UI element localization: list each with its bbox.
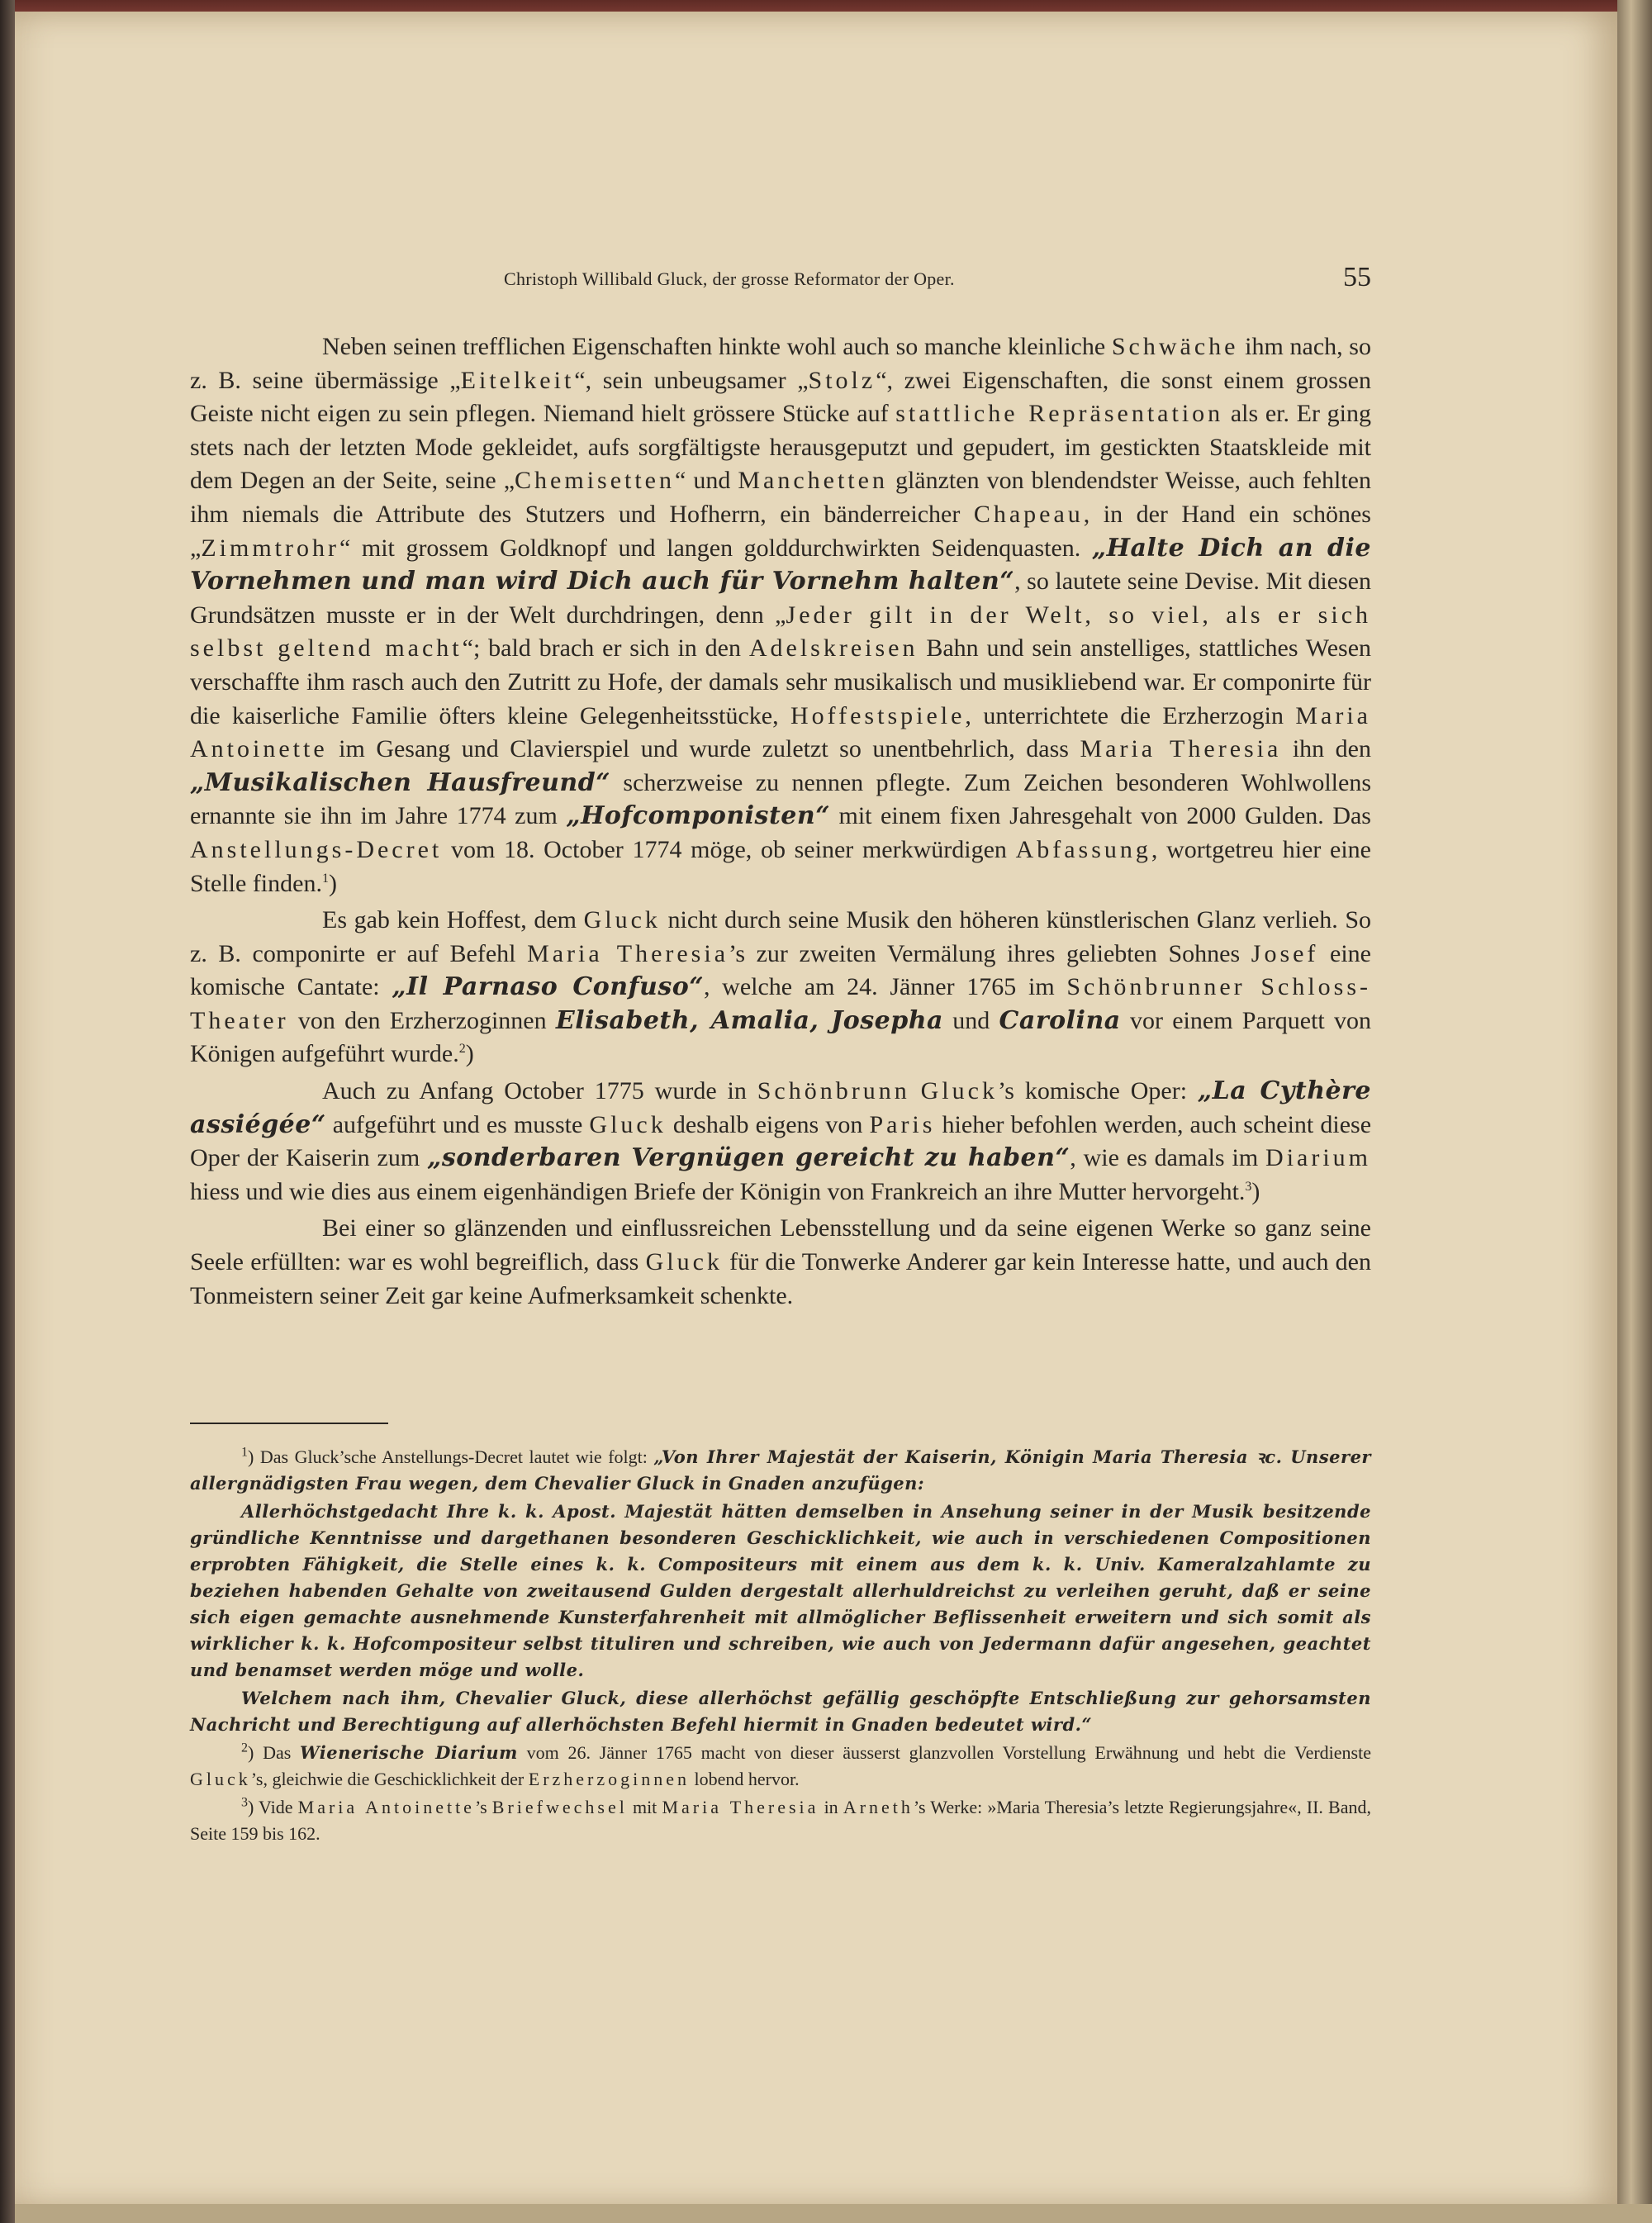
spaced-emphasis: Maria Theresia	[662, 1797, 819, 1817]
text-run: ) Vide	[248, 1797, 298, 1817]
page-number: 55	[1343, 262, 1371, 292]
fraktur-quote: „Musikalischen Hausfreund“	[190, 767, 610, 797]
text-run: Bei einer so glänzenden und einflussreichen Lebensstellung und da seine eigenen Werke so ganz seine Seele erfüllten: war es wohl begreiflich, dass	[190, 1214, 1371, 1276]
spaced-emphasis: Stolz	[808, 366, 876, 394]
text-run: lobend hervor.	[690, 1769, 800, 1789]
footnote-ref: 2	[458, 1042, 466, 1057]
spaced-emphasis: Josef	[1251, 939, 1319, 967]
text-run: ’s Werke: »Maria Theresia’s letzte Regierungsjahre«, II. Band, Seite 159 bis 162.	[190, 1797, 1371, 1844]
fraktur-quote: Welchem nach ihm, Chevalier Gluck, diese allerhöchst gefällig geschöpfte Entschließung zur gehorsamsten Nachricht und Berechtigung auf allerhöchsten Befehl hiermit in Gnaden bedeutet wird.“	[190, 1688, 1371, 1735]
footnote-1	[190, 1444, 1371, 1497]
text-run: “, sein unbeugsamer „	[574, 366, 809, 394]
footnote-3	[190, 1794, 1371, 1847]
fraktur-quote: „La Cythère assiégée“	[190, 1076, 1371, 1139]
spaced-emphasis: Chapeau	[973, 500, 1084, 528]
paragraph-2	[190, 904, 1371, 1071]
spaced-emphasis: Maria Antoinette	[297, 1797, 475, 1817]
spaced-emphasis: Abfassung	[1015, 835, 1151, 863]
spaced-emphasis: Gluck	[645, 1248, 723, 1276]
text-run: ihn den	[1281, 735, 1371, 763]
footnote-marker: 3	[241, 1795, 248, 1810]
text-run: “, zwei Eigenschaften, die sonst einem grossen Geiste nicht eigen zu sein pflegen. Niemand hielt grössere Stücke auf	[190, 366, 1371, 428]
text-run: glänzten von blendendster Weisse, auch fehlten ihm niemals die Attribute des Stutzers und Hofherrn, ein bänderreicher	[190, 467, 1371, 528]
text-run: vor einem Parquett von Königen aufgeführt wurde.	[190, 1006, 1372, 1068]
text-run: nicht durch seine Musik den höheren künstlerischen Glanz verlieh. So z. B. componirte er auf Befehl	[190, 906, 1372, 967]
text-run: “; bald brach er sich in den	[462, 634, 749, 663]
text-run: scherzweise zu nennen pflegte. Zum Zeichen besonderen Wohlwollens ernannte sie ihn im Jahre 1774 zum	[190, 768, 1371, 830]
paragraph-1	[190, 330, 1371, 900]
book-binding-edge	[0, 0, 15, 2223]
spaced-emphasis: Manchetten	[738, 467, 888, 495]
spaced-emphasis: Maria Theresia	[527, 939, 729, 967]
running-head: Christoph Willibald Gluck, der grosse Reformator der Oper.	[504, 268, 955, 289]
text-run: “ und	[675, 467, 738, 495]
spaced-emphasis: Maria Theresia	[1080, 735, 1282, 763]
spaced-emphasis: Paris	[869, 1110, 936, 1138]
text-run: deshalb eigens von	[666, 1110, 870, 1138]
text-run: Auch zu Anfang October 1775 wurde in	[322, 1077, 757, 1105]
spaced-emphasis: Eitelkeit	[460, 366, 575, 394]
text-run: aufgeführt und es musste	[325, 1110, 590, 1138]
text-run: als er. Er ging stets nach der letzten Mode gekleidet, aufs sorgfältigste herausgeputzt und gepudert, im gestickten Staatskleide mit dem Degen an der Seite, seine „	[190, 400, 1371, 495]
fraktur-quote: „Halte Dich an die Vornehmen und man wird Dich auch für Vornehm halten“	[190, 533, 1371, 596]
text-run: für die Tonwerke Anderer gar kein Interesse hatte, und auch den Tonmeistern seiner Zeit gar keine Aufmerksamkeit schenkte.	[190, 1248, 1371, 1309]
text-run: mit einem fixen Jahresgehalt von 2000 Gulden. Das	[829, 802, 1371, 830]
spaced-emphasis: Adelskreisen	[748, 634, 919, 663]
text-run: eine komische Cantate:	[190, 939, 1371, 1001]
fraktur-quote: Carolina	[999, 1005, 1121, 1035]
footnote-divider	[190, 1423, 388, 1424]
text-run: vom 18. October 1774 möge, ob seiner merkwürdigen	[442, 835, 1016, 863]
text-run: )	[1251, 1177, 1260, 1205]
spaced-emphasis: Hoffestspiele	[790, 701, 966, 729]
spaced-emphasis: Schwäche	[1111, 333, 1239, 360]
paragraph-4	[190, 1212, 1371, 1313]
spaced-emphasis: Jeder gilt in der Welt, so viel, als er sich selbst geltend macht	[190, 601, 1372, 663]
text-run: ) Das Gluck’sche Anstellungs-Decret lautet wie folgt:	[248, 1446, 654, 1467]
fraktur-quote: Allerhöchstgedacht Ihre k. k. Apost. Majestät hätten demselben in Ansehung seiner in der Musik besitzende gründliche Kenntnisse und dargethanen besonderen Geschicklichkeit, wie auch in verschiedenen Compositionen erprobten Fähigkeit, die Stelle eines k. k. Compositeurs mit einem aus dem k. k. Univ. Kameralzahlamte zu beziehen habenden Gehalte von zweitausend Gulden dergestalt allerhuldreichst zu verleihen geruht, daß er seine sich eigen gemachte ausnehmende Kunsterfahrenheit mit allmöglicher Beflissenheit erweitern und sich somit als wirklicher k. k. Hofcompositeur selbst tituliren und schreiben, wie auch von Jedermann dafür angesehen, geachtet und benamset werden möge und wolle.	[190, 1501, 1371, 1680]
text-run: ’s zur zweiten Vermälung ihres geliebten Sohnes	[729, 939, 1251, 967]
footnote-ref: 1	[321, 871, 329, 886]
footnote-marker: 1	[241, 1445, 248, 1460]
text-run: von den Erzherzoginnen	[288, 1006, 556, 1034]
footnote-marker: 2	[241, 1741, 248, 1755]
fraktur-quote: „Von Ihrer Majestät der Kaiserin, Königin Maria Theresia ꝛc. Unserer allergnädigsten Frau wegen, dem Chevalier Gluck in Gnaden anzufügen:	[190, 1446, 1371, 1494]
page-stack-edge	[1617, 0, 1652, 2223]
text-run: , wortgetreu hier eine Stelle finden.	[190, 835, 1371, 897]
book-bottom-edge	[15, 2204, 1652, 2223]
fraktur-quote: Elisabeth, Amalia, Josepha	[555, 1005, 943, 1035]
text-run: , in der Hand ein schönes „	[190, 500, 1371, 562]
text-run: , unterrichtete die Erzherzogin	[965, 701, 1296, 729]
spaced-emphasis: Gluck	[589, 1110, 667, 1138]
spaced-emphasis: Gluck	[583, 906, 661, 934]
text-run: “ mit grossem Goldknopf und langen golddurchwirkten Seidenquasten.	[339, 534, 1092, 562]
spaced-emphasis: Gluck	[190, 1769, 251, 1789]
spaced-emphasis: Schönbrunner Schloss-Theater	[190, 973, 1371, 1034]
spaced-emphasis: Anstellungs-Decret	[190, 835, 443, 863]
footnote-ref: 3	[1245, 1179, 1252, 1194]
footnote-1-continued	[190, 1499, 1371, 1684]
text-run: , so lautete seine Devise. Mit diesen Grundsätzen musste er in der Welt durchdringen, denn „	[190, 568, 1371, 629]
spaced-emphasis: Gluck	[920, 1077, 998, 1105]
text-run: )	[328, 869, 337, 897]
text-run: vom 26. Jänner 1765 macht von dieser äusserst glanzvollen Vorstellung Erwähnung und hebt die Verdienste	[517, 1742, 1371, 1763]
spaced-emphasis: Schönbrunn	[757, 1077, 910, 1105]
text-run: mit	[627, 1797, 662, 1817]
fraktur-quote: „Il Parnaso Confuso“	[392, 972, 704, 1002]
text-run	[910, 1077, 921, 1104]
text-run: , wie es damals im	[1070, 1144, 1266, 1172]
fraktur-quote: „Hofcomponisten“	[566, 801, 830, 831]
spaced-emphasis: Maria Antoinette	[190, 701, 1371, 763]
text-run: hiess und wie dies aus einem eigenhändigen Briefe der Königin von Frankreich an ihre Mutter hervorgeht.	[190, 1177, 1246, 1205]
spaced-emphasis: stattliche Repräsentation	[895, 400, 1224, 428]
text-run: Neben seinen trefflichen Eigenschaften hinkte wohl auch so manche kleinliche	[322, 333, 1112, 360]
fraktur-quote: „sonderbaren Vergnügen gereicht zu haben“	[427, 1143, 1070, 1173]
text-run: ’s, gleichwie die Geschicklichkeit der	[250, 1769, 529, 1789]
text-run: Bahn und sein anstelliges, stattliches Wesen verschaffte ihm rasch auch den Zutritt zu Hofe, der damals sehr musikalisch und musikliebend war. Er componirte für die kaiserliche Familie öfters kleine Gelegenheitsstücke,	[190, 634, 1372, 729]
fraktur-quote: Wienerische Diarium	[300, 1742, 518, 1763]
spaced-emphasis: Erzherzoginnen	[528, 1769, 691, 1789]
text-run: ihm nach, so z. B. seine übermässige „	[190, 333, 1371, 394]
paragraph-3	[190, 1075, 1371, 1209]
text-run: )	[465, 1040, 474, 1068]
text-run: hieher befohlen werden, auch scheint diese Oper der Kaiserin zum	[190, 1110, 1372, 1172]
spaced-emphasis: Arneth	[843, 1797, 914, 1817]
text-run: im Gesang und Clavierspiel und wurde zuletzt so unentbehrlich, dass	[327, 735, 1080, 763]
spaced-emphasis: Chemisetten	[515, 467, 676, 495]
footnotes	[190, 1444, 1371, 1849]
footnote-1-closing	[190, 1685, 1371, 1738]
text-run: , welche am 24. Jänner 1765 im	[703, 973, 1067, 1001]
spaced-emphasis: Diarium	[1265, 1144, 1372, 1172]
text-run: ’s komische Oper:	[997, 1077, 1198, 1105]
text-run: Es gab kein Hoffest, dem	[322, 906, 584, 934]
main-text	[190, 330, 1371, 1316]
text-run: und	[943, 1006, 999, 1034]
spaced-emphasis: Briefwechsel	[491, 1797, 628, 1817]
text-run: in	[819, 1797, 843, 1817]
text-run: ’s	[474, 1797, 492, 1817]
spaced-emphasis: Zimmtrohr	[201, 534, 339, 562]
footnote-2	[190, 1740, 1371, 1793]
text-run: ) Das	[248, 1742, 301, 1763]
